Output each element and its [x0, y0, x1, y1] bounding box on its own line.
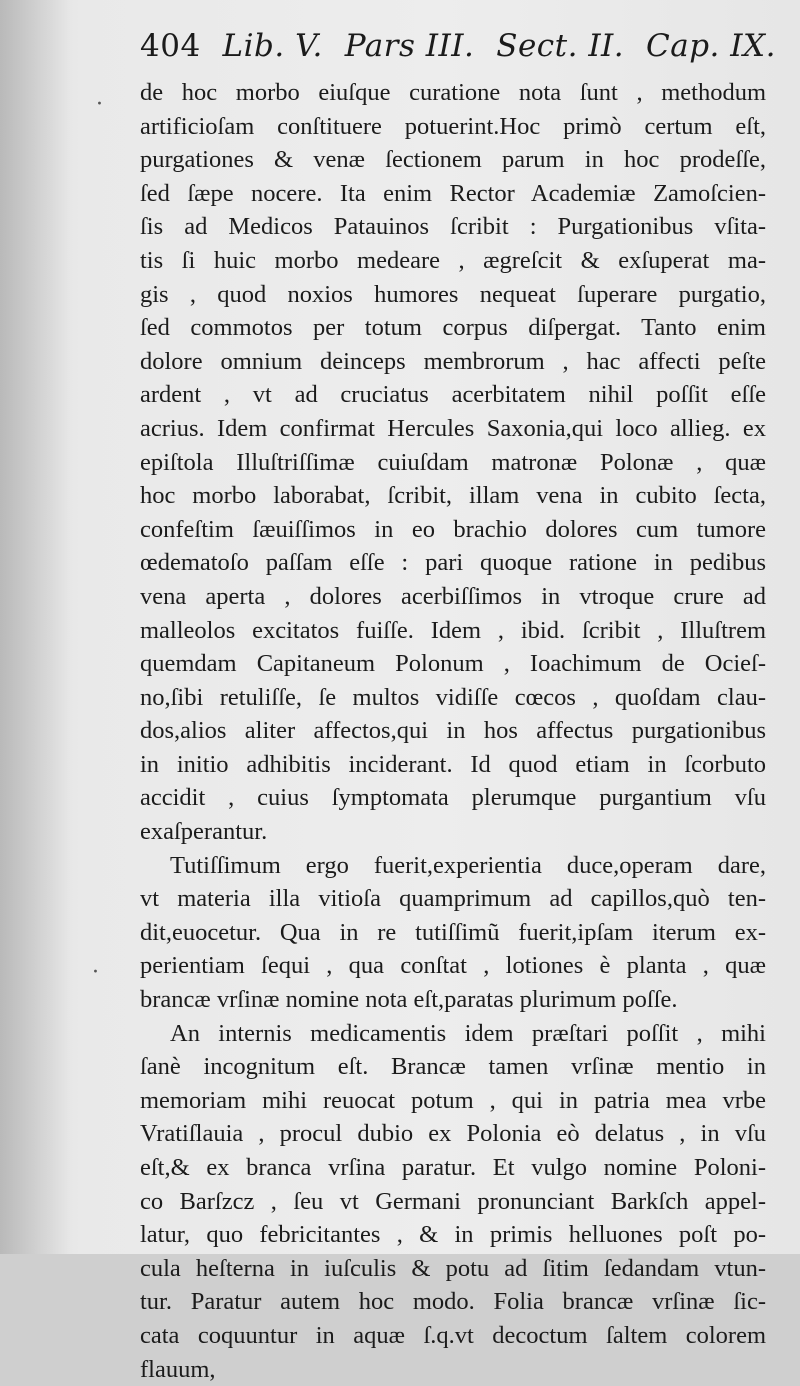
paragraph [140, 76, 766, 849]
text-line: perientiam ſequi , qua conſtat , lotiones è planta , quæ [140, 952, 766, 980]
text-line: quemdam Capitaneum Polonum , Ioachimum de Ocieſ- [140, 650, 766, 678]
text-line: cula heſterna in iuſculis & potu ad ſitim ſedandam vtun- [140, 1254, 766, 1282]
text-line: gis , quod noxios humores nequeat ſuperare purgatio, [140, 280, 766, 308]
text-line: Vratiſlauia , procul dubio ex Polonia eò delatus , in vſu [140, 1120, 766, 1148]
text-line: artificioſam conſtituere potuerint.Hoc primò certum eſt, [140, 112, 766, 140]
text-line: dos,alios aliter affectos,qui in hos affectus purgationibus [140, 717, 766, 745]
text-line: Tutiſſimum ergo fuerit,experientia duce,operam dare, [170, 851, 766, 879]
text-line: œdematoſo paſſam eſſe : pari quoque ratione in pedibus [140, 549, 766, 577]
text-line: latur, quo febricitantes , & in primis helluones poſt po- [140, 1221, 766, 1249]
header-part: Pars III. [344, 28, 475, 64]
text-line: tur. Paratur autem hoc modo. Folia brancæ vrſinæ ſic- [140, 1288, 766, 1316]
text-line: no,ſibi retuliſſe, ſe multos vidiſſe cœcos , quoſdam clau- [140, 683, 766, 711]
text-line: vt materia illa vitioſa quamprimum ad capillos,quò ten- [140, 885, 766, 913]
running-header [140, 28, 776, 80]
header-chapter: Cap. IX. [646, 28, 776, 64]
text-line: ſed ſæpe nocere. Ita enim Rector Academiæ Zamoſcien- [140, 179, 766, 207]
text-line: flauum, [140, 1355, 216, 1383]
page-gutter-shadow [0, 0, 70, 1254]
text-line: tis ſi huic morbo medeare , ægreſcit & exſuperat ma- [140, 246, 766, 274]
text-line: exaſperantur. [140, 818, 268, 846]
text-line: in initio adhibitis inciderant. Id quod etiam in ſcorbuto [140, 750, 766, 778]
header-book: Lib. V. [222, 28, 323, 64]
text-line: dolore omnium deinceps membrorum , hac affecti peſte [140, 347, 766, 375]
text-line: ardent , vt ad cruciatus acerbitatem nihil poſſit eſſe [140, 381, 766, 409]
text-line: de hoc morbo eiuſque curatione nota ſunt , methodum [140, 79, 766, 106]
text-line: eſt,& ex branca vrſina paratur. Et vulgo nomine Poloni- [140, 1154, 766, 1181]
paragraph [140, 849, 766, 1017]
text-line: ſed commotos per totum corpus diſpergat. Tanto enim [140, 314, 766, 342]
text-line: confeſtim ſæuiſſimos in eo brachio dolores cum tumore [140, 515, 766, 543]
text-line: purgationes & venæ ſectionem parum in hoc prodeſſe, [140, 146, 766, 174]
text-line: hoc morbo laborabat, ſcribit, illam vena in cubito ſecta, [140, 482, 766, 510]
margin-mark: · [92, 960, 99, 985]
text-line: accidit , cuius ſymptomata plerumque purgantium vſu [140, 784, 766, 812]
text-line: ſanè incognitum eſt. Brancæ tamen vrſinæ mentio in [140, 1053, 766, 1081]
text-line: malleolos excitatos fuiſſe. Idem , ibid. ſcribit , Illuſtrem [140, 616, 766, 644]
text-line: acrius. Idem confirmat Hercules Saxonia,qui loco allieg. ex [140, 414, 766, 442]
text-line: cata coquuntur in aquæ ſ.q.vt decoctum ſaltem colorem [140, 1321, 766, 1349]
paragraph [140, 1017, 766, 1386]
text-line: An internis medicamentis idem præſtari poſſit , mihi [170, 1019, 766, 1047]
page-number: 404 [140, 28, 201, 64]
margin-mark: · [96, 92, 103, 117]
body-text [140, 76, 766, 1386]
header-section: Sect. II. [496, 28, 625, 64]
text-line: epiſtola Illuſtriſſimæ cuiuſdam matronæ Polonæ , quæ [140, 448, 766, 476]
text-line: co Barſzcz , ſeu vt Germani pronunciant Barkſch appel- [140, 1187, 766, 1215]
text-line: dit,euocetur. Qua in re tutiſſimũ fuerit,ipſam iterum ex- [140, 918, 766, 946]
text-line: brancæ vrſinæ nomine nota eſt,paratas plurimum poſſe. [140, 986, 678, 1014]
text-line: memoriam mihi reuocat potum , qui in patria mea vrbe [140, 1086, 766, 1114]
text-line: vena aperta , dolores acerbiſſimos in vtroque crure ad [140, 582, 766, 610]
text-line: ſis ad Medicos Patauinos ſcribit : Purgationibus vſita- [140, 213, 766, 241]
